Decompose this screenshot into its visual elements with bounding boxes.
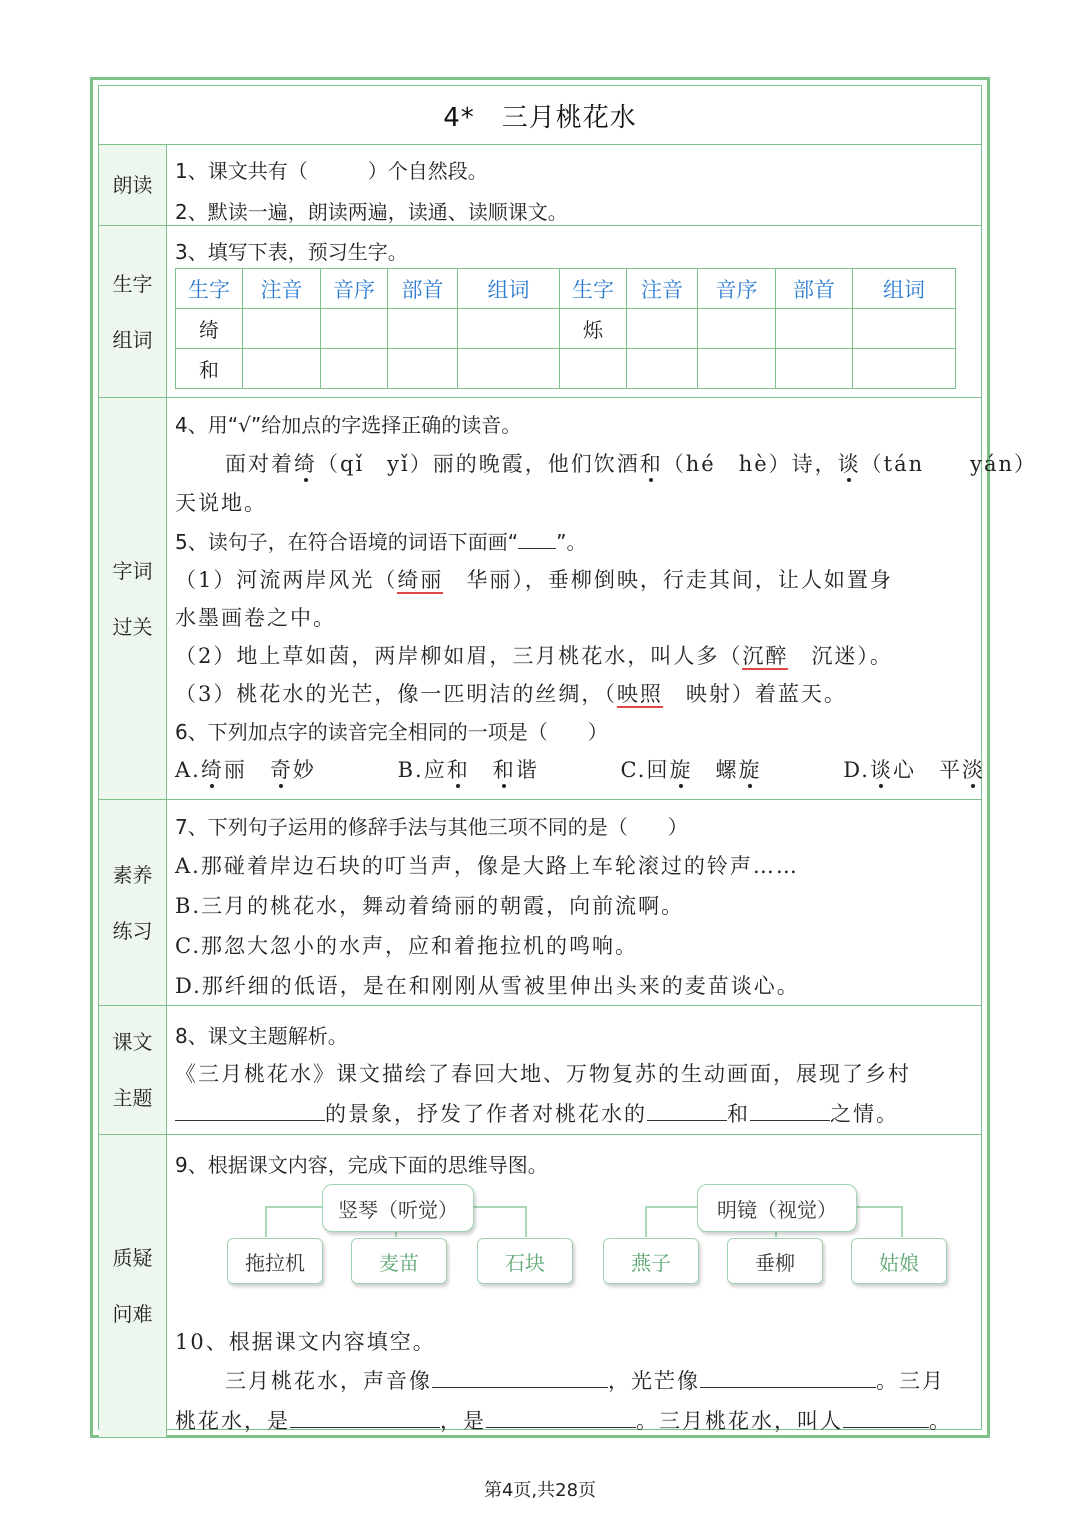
section-label-text: 主题 [112, 1086, 153, 1110]
table-row [176, 349, 956, 389]
section-label-text: 组词 [112, 327, 153, 352]
connector-line [465, 1206, 527, 1208]
section-theme [99, 1006, 981, 1135]
worksheet-table [98, 85, 1038, 1433]
dotted-char: 奇 [269, 758, 293, 782]
dotted-char: 谈 [869, 758, 893, 782]
answer-blank[interactable] [175, 1100, 325, 1121]
option-a[interactable] [175, 754, 316, 784]
char-cell: 烁 [560, 309, 627, 349]
text-run: 华丽），垂柳倒映，行走其间，让人如置身 [443, 568, 893, 592]
lesson-title: 4* 三月桃花水 [99, 86, 981, 145]
section-practice [99, 800, 981, 1006]
col-header: 音序 [698, 269, 776, 309]
question-9: 9、根据课文内容，完成下面的思维导图。 [175, 1153, 548, 1177]
question-3: 3、填写下表，预习生字。 [175, 240, 408, 264]
text-run: 应 [423, 758, 447, 782]
question-6-options [175, 754, 985, 784]
section-chars [99, 226, 981, 398]
question-5-sentence-3 [175, 678, 847, 708]
col-header: 部首 [776, 269, 853, 309]
question-7-option-b[interactable]: B.三月的桃花水，舞动着绮丽的朝霞，向前流啊。 [175, 894, 685, 918]
connector-line [265, 1206, 327, 1208]
underline-sample [518, 528, 556, 549]
text-run: 和 [727, 1102, 750, 1126]
pinyin-input-cell[interactable] [243, 309, 321, 349]
word-option-underlined[interactable]: 沉醉 [742, 644, 789, 668]
question-10: 10、根据课文内容填空。 [175, 1330, 436, 1354]
section-words [99, 398, 1038, 800]
word-input-cell[interactable] [458, 309, 560, 349]
text-run: 三月桃花水，声音像 [225, 1369, 432, 1393]
word-option-underlined[interactable]: 绮丽 [397, 568, 444, 592]
section-question [99, 1135, 981, 1437]
text-run: 妙 [292, 758, 316, 782]
col-header: 注音 [243, 269, 321, 309]
col-header: 部首 [388, 269, 458, 309]
char-cell: 和 [176, 349, 243, 389]
mindmap-node: 拖拉机 [227, 1238, 323, 1284]
option-letter: C. [620, 758, 647, 782]
col-header: 生字 [176, 269, 243, 309]
section-label-practice [99, 800, 167, 1005]
text-run: 螺 [715, 758, 739, 782]
section-label-text: 练习 [112, 918, 153, 943]
col-header: 组词 [853, 269, 956, 309]
col-header: 注音 [627, 269, 698, 309]
question-5-sentence-2 [175, 640, 893, 670]
question-4-sentence-end: 天说地。 [175, 491, 267, 515]
connector-line [525, 1206, 527, 1237]
text-run: ，是 [440, 1409, 486, 1433]
section-label-text: 朗读 [112, 173, 153, 197]
dotted-char: 淡 [961, 758, 985, 782]
mindmap-root-harp: 竖琴（听觉） [322, 1184, 474, 1232]
section-label-question [99, 1135, 167, 1437]
radical-input-cell[interactable] [388, 309, 458, 349]
theme-line-1: 《三月桃花水》课文描绘了春回大地、万物复苏的生动画面，展现了乡村 [175, 1062, 911, 1086]
text-run: 。三月桃花水，叫人 [636, 1409, 843, 1433]
text-run: ，光芒像 [608, 1369, 700, 1393]
radical-input-cell[interactable] [776, 349, 853, 389]
text-run: （1）河流两岸风光（ [175, 568, 398, 592]
section-label-theme [99, 1006, 167, 1134]
answer-blank[interactable] [843, 1407, 929, 1428]
question-7-option-d[interactable]: D.那纤细的低语，是在和刚刚从雪被里伸出头来的麦苗谈心。 [175, 974, 800, 998]
text-run: （qǐ yǐ）丽的晚霞，他们饮酒 [317, 452, 640, 476]
text-run: 沉迷）。 [788, 644, 893, 668]
mindmap-node: 麦苗 [351, 1238, 447, 1284]
text-run: 映射）着蓝天。 [662, 682, 847, 706]
question-5 [175, 526, 586, 555]
dotted-char: 和 [446, 758, 470, 782]
section-label-text: 生字 [112, 271, 153, 296]
text-run: 的景象，抒发了作者对桃花水的 [325, 1102, 647, 1126]
text-run: （2）地上草如茵，两岸柳如眉，三月桃花水，叫人多（ [175, 644, 743, 668]
mind-map [175, 1135, 985, 1315]
text-run: 。 [929, 1409, 952, 1433]
mindmap-node: 姑娘 [851, 1238, 947, 1284]
dotted-char: 旋 [669, 758, 693, 782]
text-run: 。三月 [876, 1369, 945, 1393]
connector-line [645, 1206, 697, 1208]
option-c[interactable] [620, 754, 761, 784]
question-2: 2、默读一遍，朗读两遍，读通、读顺课文。 [175, 200, 568, 224]
order-input-cell[interactable] [698, 349, 776, 389]
text-run: （hé hè）诗， [662, 452, 838, 476]
dotted-char: 旋 [738, 758, 762, 782]
text-run: 之情。 [830, 1102, 899, 1126]
question-8: 8、课文主题解析。 [175, 1024, 348, 1048]
question-6: 6、下列加点字的读音完全相同的一项是（ ） [175, 720, 608, 744]
section-label-text: 字词 [112, 558, 153, 583]
worksheet [90, 77, 1038, 1438]
connector-line [645, 1206, 647, 1237]
word-option-underlined[interactable]: 映照 [616, 682, 663, 706]
text-run: 谐 [515, 758, 539, 782]
connector-line [851, 1206, 903, 1208]
question-5-sentence-1 [175, 564, 893, 594]
text-run: ”。 [556, 530, 587, 554]
answer-blank[interactable] [486, 1407, 636, 1428]
question-1: 1、课文共有（ ）个自然段。 [175, 159, 488, 183]
section-label-read [99, 145, 167, 225]
question-7-option-c[interactable]: C.那忽大忽小的水声，应和着拖拉机的鸣响。 [175, 934, 638, 958]
text-run: 心 [892, 758, 916, 782]
text-run: 桃花水，是 [175, 1409, 290, 1433]
order-input-cell[interactable] [321, 349, 388, 389]
mindmap-root-mirror: 明镜（视觉） [697, 1184, 857, 1232]
char-cell: 绮 [176, 309, 243, 349]
mindmap-node: 燕子 [603, 1238, 699, 1284]
question-4-sentence [225, 448, 1037, 478]
col-header: 组词 [458, 269, 560, 309]
dotted-char: 谈 [837, 452, 861, 476]
word-input-cell[interactable] [853, 349, 956, 389]
vocab-table [175, 268, 956, 389]
radical-input-cell[interactable] [776, 309, 853, 349]
option-b[interactable] [398, 754, 539, 784]
theme-line-2 [175, 1098, 899, 1128]
question-7: 7、下列句子运用的修辞手法与其他三项不同的是（ ） [175, 815, 688, 839]
table-header-row [176, 269, 956, 309]
connector-line [265, 1206, 267, 1237]
word-input-cell[interactable] [458, 349, 560, 389]
option-letter: B. [397, 758, 424, 782]
section-label-words [99, 398, 167, 799]
answer-blank[interactable] [647, 1100, 727, 1121]
answer-blank[interactable] [750, 1100, 830, 1121]
section-label-chars [99, 226, 167, 397]
order-input-cell[interactable] [698, 309, 776, 349]
section-label-text: 问难 [112, 1302, 153, 1326]
text-run: （tán yán） [860, 452, 1038, 476]
table-row [176, 309, 956, 349]
section-label-text: 课文 [112, 1030, 153, 1054]
page-number: 第4页,共28页 [483, 1480, 597, 1501]
mindmap-node: 石块 [477, 1238, 573, 1284]
section-label-text: 过关 [112, 614, 153, 639]
text-run: （3）桃花水的光芒，像一匹明洁的丝绸，（ [175, 682, 617, 706]
question-10-line-2 [175, 1405, 952, 1435]
order-input-cell[interactable] [321, 309, 388, 349]
option-letter: D. [843, 758, 870, 782]
text-run: 面对着 [225, 452, 294, 476]
section-label-text: 质疑 [112, 1246, 153, 1270]
option-d[interactable] [843, 754, 985, 784]
dotted-char: 绮 [294, 452, 317, 476]
dotted-char: 绮 [200, 758, 224, 782]
connector-line [901, 1206, 903, 1237]
radical-input-cell[interactable] [388, 349, 458, 389]
text-run: 5、读句子，在符合语境的词语下面画“ [175, 530, 519, 554]
text-run: 平 [938, 758, 962, 782]
option-letter: A. [175, 758, 201, 782]
text-run: 回 [646, 758, 670, 782]
answer-blank[interactable] [700, 1367, 876, 1388]
pinyin-input-cell[interactable] [243, 349, 321, 389]
pinyin-input-cell[interactable] [627, 309, 698, 349]
word-input-cell[interactable] [853, 309, 956, 349]
mindmap-node: 垂柳 [727, 1238, 823, 1284]
col-header: 生字 [560, 269, 627, 309]
section-read [99, 145, 981, 226]
char-cell [560, 349, 627, 389]
answer-blank[interactable] [290, 1407, 440, 1428]
question-7-option-a[interactable]: A.那碰着岸边石块的叮当声，像是大路上车轮滚过的铃声…… [175, 854, 799, 878]
question-4: 4、用“√”给加点的字选择正确的读音。 [175, 413, 522, 437]
question-10-line-1 [225, 1365, 945, 1395]
pinyin-input-cell[interactable] [627, 349, 698, 389]
question-5-sentence-1-end: 水墨画卷之中。 [175, 606, 336, 630]
col-header: 音序 [321, 269, 388, 309]
answer-blank[interactable] [432, 1367, 608, 1388]
text-run: 丽 [223, 758, 247, 782]
section-label-text: 素养 [112, 862, 153, 887]
dotted-char: 和 [639, 452, 663, 476]
dotted-char: 和 [492, 758, 516, 782]
